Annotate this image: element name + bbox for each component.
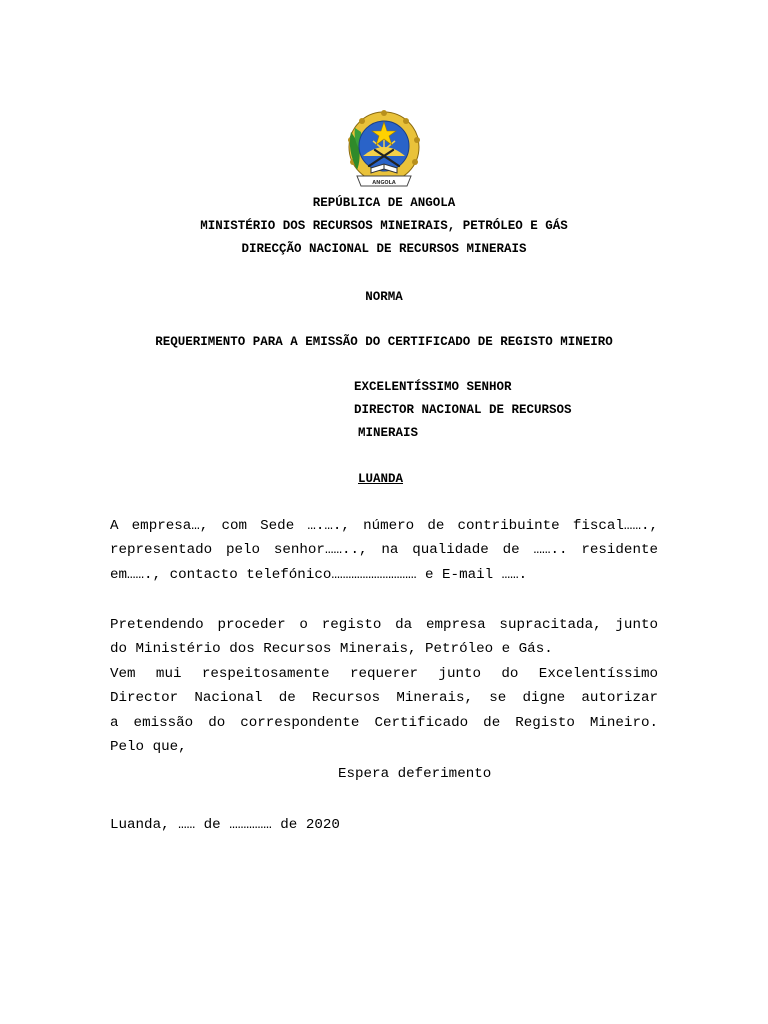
svg-text:ANGOLA: ANGOLA xyxy=(372,180,396,186)
date-line: Luanda, …… de …………… de 2020 xyxy=(110,817,340,833)
republic-heading: REPÚBLICA DE ANGOLA xyxy=(312,196,456,210)
norma-heading: NORMA xyxy=(365,290,403,304)
addressee-line-1: EXCELENTÍSSIMO SENHOR xyxy=(354,380,512,394)
paragraph-line: do Ministério dos Recursos Minerais, Petróleo e Gás. xyxy=(110,641,553,658)
paragraph-line: representado pelo senhor…….., na qualidade de …….. residente xyxy=(110,542,658,559)
paragraph-identification xyxy=(110,514,658,587)
paragraph-request xyxy=(110,613,658,759)
paragraph-line: Director Nacional de Recursos Minerais, se digne autorizar xyxy=(110,690,658,707)
closing-text: Espera deferimento xyxy=(338,766,492,782)
angola-coat-of-arms-icon xyxy=(343,110,425,190)
addressee-line-3: MINERAIS xyxy=(358,426,419,440)
paragraph-line: Vem mui respeitosamente requerer junto do Excelentíssimo xyxy=(110,665,658,682)
paragraph-line: Pretendendo proceder o registo da empresa supracitada, junto xyxy=(110,617,658,633)
addressee-city: LUANDA xyxy=(358,472,404,486)
addressee-line-2: DIRECTOR NACIONAL DE RECURSOS xyxy=(354,403,572,417)
paragraph-line: Pelo que, xyxy=(110,739,187,756)
directorate-heading: DIRECÇÃO NACIONAL DE RECURSOS MINERAIS xyxy=(241,242,527,256)
paragraph-line: a emissão do correspondente Certificado de Registo Mineiro. xyxy=(110,714,658,731)
subject-heading: REQUERIMENTO PARA A EMISSÃO DO CERTIFICADO DE REGISTO MINEIRO xyxy=(155,335,613,349)
paragraph-line: A empresa…, com Sede ….…., número de contribuinte fiscal……., xyxy=(110,518,658,534)
ministry-heading: MINISTÉRIO DOS RECURSOS MINEIRAIS, PETRÓLEO E GÁS xyxy=(200,219,568,233)
paragraph-line: em……., contacto telefónico………………………… e E-mail ……. xyxy=(110,566,528,583)
